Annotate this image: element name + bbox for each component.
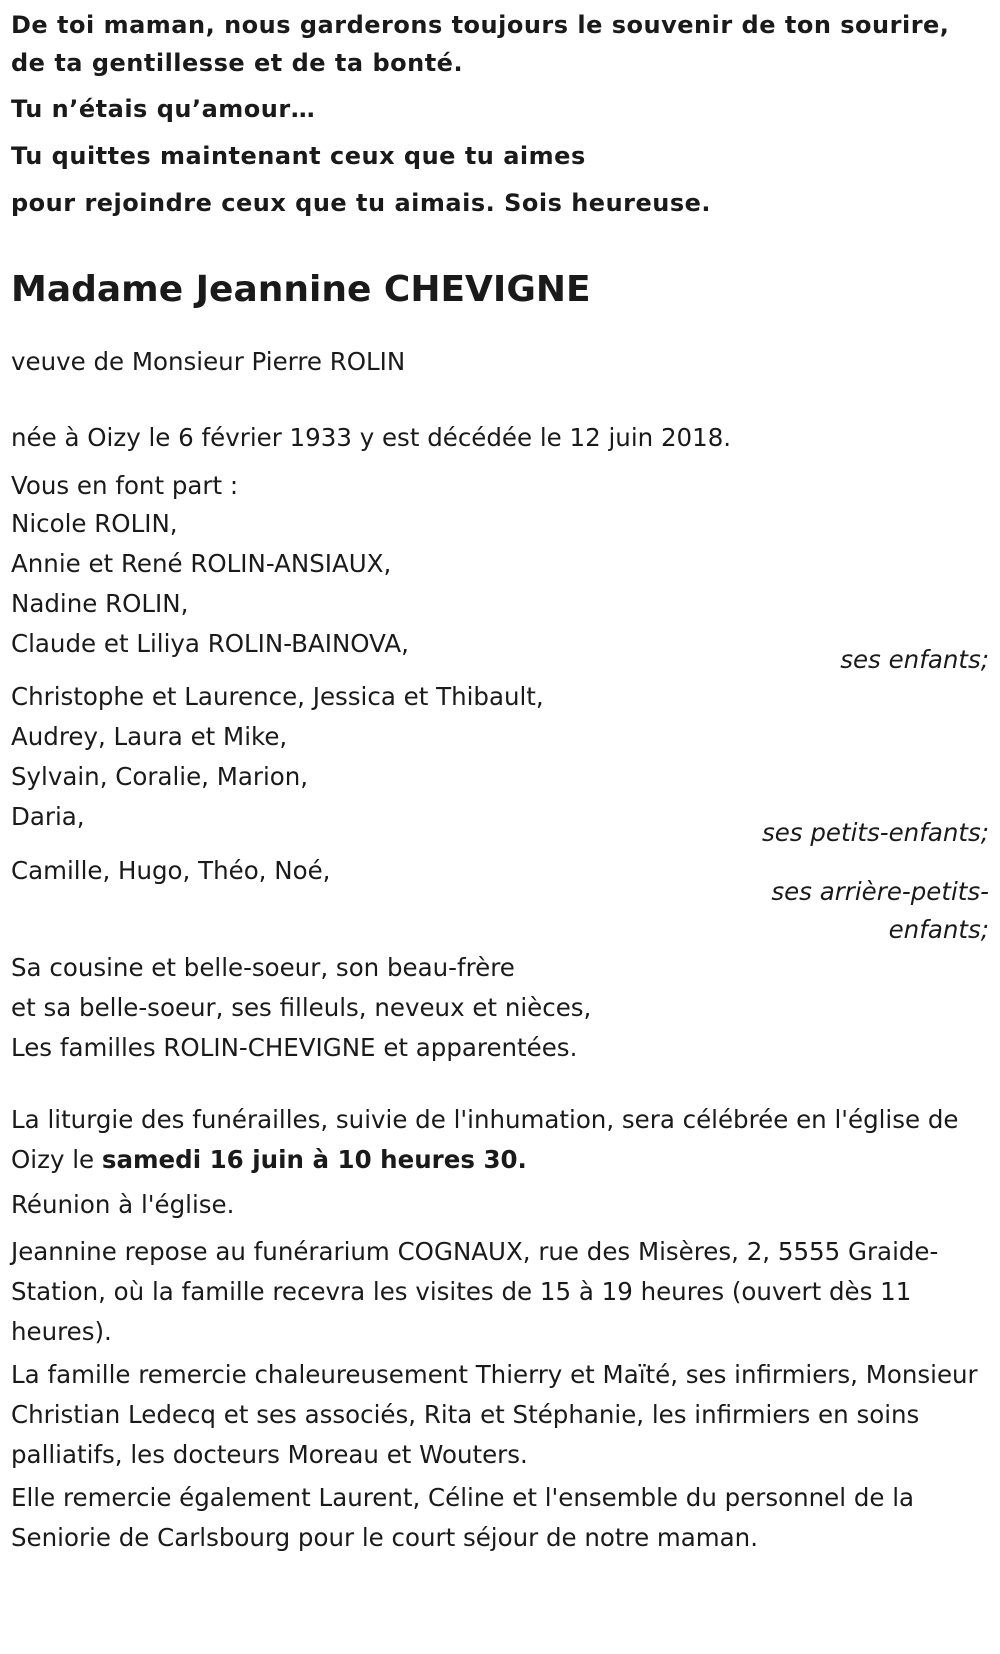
list-item: Sa cousine et belle-soeur, son beau-frère xyxy=(11,953,515,982)
family-intro: Vous en font part : xyxy=(11,471,239,500)
list-item: Nicole ROLIN, xyxy=(11,509,178,538)
intro-line-4: pour rejoindre ceux que tu aimais. Sois heureuse. xyxy=(11,189,712,217)
intro-line-2: Tu n’étais qu’amour… xyxy=(11,95,316,123)
list-item: Christophe et Laurence, Jessica et Thibault, xyxy=(11,682,544,711)
great-grandchildren-label-line-2: enfants; xyxy=(888,915,989,944)
intro-line-3: Tu quittes maintenant ceux que tu aimes xyxy=(11,142,586,170)
spouse-line: veuve de Monsieur Pierre ROLIN xyxy=(11,347,406,376)
list-item: Daria, xyxy=(11,802,85,831)
list-item: Annie et René ROLIN-ANSIAUX, xyxy=(11,549,392,578)
ceremony-paragraph xyxy=(11,1100,989,1180)
list-item: Audrey, Laura et Mike, xyxy=(11,722,288,751)
deceased-name: Madame Jeannine CHEVIGNE xyxy=(11,269,591,310)
intro-line-1: De toi maman, nous garderons toujours le souvenir de ton sourire, de ta gentillesse et de ta bonté. xyxy=(11,11,950,77)
list-item: Camille, Hugo, Théo, Noé, xyxy=(11,856,331,885)
list-item: Sylvain, Coralie, Marion, xyxy=(11,762,309,791)
thanks-paragraph-2: Elle remercie également Laurent, Céline et l'ensemble du personnel de la Seniorie de Carlsbourg pour le court séjour de notre maman. xyxy=(11,1483,915,1552)
thanks-paragraph-1: La famille remercie chaleureusement Thierry et Maïté, ses infirmiers, Monsieur Christian Ledecq et ses associés, Rita et Stéphanie, les infirmiers en soins palliatifs, les docteurs Moreau et Wouters. xyxy=(11,1360,978,1469)
birth-death-line: née à Oizy le 6 février 1933 y est décédée le 12 juin 2018. xyxy=(11,423,732,452)
list-item: et sa belle-soeur, ses filleuls, neveux et nièces, xyxy=(11,993,592,1022)
meeting-line: Réunion à l'église. xyxy=(11,1190,235,1219)
children-label: ses enfants; xyxy=(840,645,989,674)
list-item: Nadine ROLIN, xyxy=(11,589,189,618)
ceremony-text: La liturgie des funérailles, suivie de l'inhumation, sera célébrée en l'église de Oizy le xyxy=(11,1105,959,1174)
list-item: Les familles ROLIN-CHEVIGNE et apparentées. xyxy=(11,1033,578,1062)
list-item: Claude et Liliya ROLIN-BAINOVA, xyxy=(11,629,409,658)
funerarium-paragraph: Jeannine repose au funérarium COGNAUX, rue des Misères, 2, 5555 Graide-Station, où la famille recevra les visites de 15 à 19 heures (ouvert dès 11 heures). xyxy=(11,1237,939,1346)
grandchildren-label: ses petits-enfants; xyxy=(761,818,989,847)
other-relatives-list xyxy=(11,948,989,1068)
ceremony-date: samedi 16 juin à 10 heures 30. xyxy=(101,1145,527,1174)
great-grandchildren-label-line-1: ses arrière-petits- xyxy=(771,877,989,906)
